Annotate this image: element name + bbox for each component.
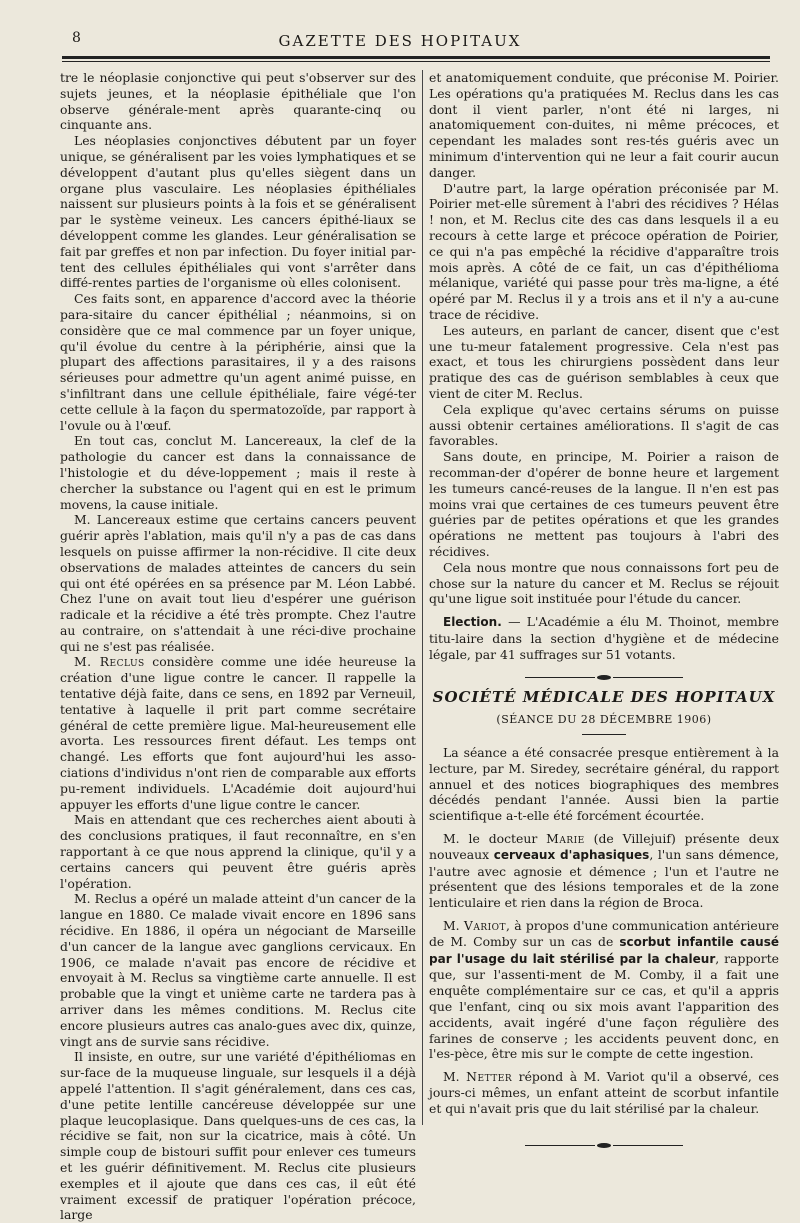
paragraph-text: considère comme une idée heureuse la création d'une ligue contre le cancer. Il rappelle la tentative déjà faite, dans ce sens, en 1892 par Verneuil, tentative à laquelle il prit part comme secrétaire général de cette première ligue. Mal-heureusement elle avorta. Les ressources firent défaut. Les temps ont changé. Les efforts que font aujourd'hui les asso-ciations d'individus n'ont rien de comparable aux efforts pu-rement individuels. L'Académie doit aujourd'hui appuyer les efforts d'une ligue contre le cancer. xyxy=(60,654,416,812)
speaker-name: Netter xyxy=(466,1069,513,1085)
paragraph-text: M. le docteur xyxy=(443,831,547,847)
paragraph: D'autre part, la large opération préconisée par M. Poirier met-elle sûrement à l'abri des récidives ? Hélas ! non, et M. Reclus cite des cas dans lesquels il a eu recours à cette large et précoce opération de Poirier, ce qui n'a pas empêché la récidive d'apparaître trois mois après. A côté de ce fait, un cas d'épithélioma mélanique, variété qui passe pour très ma-ligne, a été opéré par M. Reclus il y a trois ans et il n'y a au-cune trace de récidive. xyxy=(429,180,779,322)
paragraph-text: , l'un sans démence, l'autre avec agnosie et démence ; l'un et l'autre ne présentent que des lésions temporales et de la zone lenticulaire et rien dans la région de Broca. xyxy=(429,846,779,911)
speaker-name: Variot xyxy=(463,918,507,934)
paragraph: Ces faits sont, en apparence d'accord avec la théorie para-sitaire du cancer épithélial ; néanmoins, si on considère que ce mal commence par un foyer unique, qu'il évolue du centre à la périphérie, ainsi que la plupart des affections parasitaires, il y a des raisons sérieuses pour admettre qu'un agent animé puisse, en s'infiltrant dans une cellule épithéliale, faire végé-ter cette cellule à la façon du spermatozoïde, par rapport à l'ovule ou à l'œuf. xyxy=(60,291,416,433)
section-subtitle: (SÉANCE DU 28 DÉCEMBRE 1906) xyxy=(496,713,712,727)
paragraph: La séance a été consacrée presque entièrement à la lecture, par M. Siredey, secrétaire général, du rapport annuel et des notices biographiques des membres décédés pendant l'année. Aussi bien la partie scientifique a-t-elle été forcément écourtée. xyxy=(429,745,779,824)
paragraph-text: M. xyxy=(443,1069,467,1085)
paragraph: Cela nous montre que nous connaissons fort peu de chose sur la nature du cancer et M. Reclus se réjouit qu'une ligue soit instituée pour l'étude du cancer. xyxy=(429,559,779,607)
paragraph: En tout cas, conclut M. Lancereaux, la clef de la pathologie du cancer est dans la connaissance de l'histologie et du déve-loppement ; mais il reste à chercher la substance ou l'agent qui en est le primum movens, la cause initiale. xyxy=(60,433,416,512)
paragraph xyxy=(429,918,779,1062)
bold-topic: scorbut infantile causé par l'usage du lait stérilisé par la chaleur xyxy=(429,934,779,966)
paragraph-text: — L'Académie a élu M. Thoinot, membre titu-laire dans la section d'hygiène et de médecine légale, par 41 suffrages sur 51 votants. xyxy=(429,614,779,662)
running-title: GAZETTE DES HOPITAUX xyxy=(278,32,522,50)
paragraph-text: (de Villejuif) présente deux nouveaux xyxy=(429,831,779,862)
ornament-divider xyxy=(429,1143,779,1149)
right-column xyxy=(429,70,779,1159)
paragraph: Les néoplasies conjonctives débutent par un foyer unique, se généralisent par les voies lymphatiques et se développent d'autant plus qu'elles siègent dans un organe plus vasculaire. Les néoplasies épithéliales naissent sur plusieurs points à la fois et se généralisent par le système veineux. Les cancers épithé-liaux se développent comme les glandes. Leur généralisation se fait par greffes et non par infection. Du foyer initial par-tent des cellules épithéliales qui vont s'arrêter dans diffé-rentes parties de l'organisme où elles colonisent. xyxy=(60,133,416,291)
paragraph-text: , rapporte que, sur l'assenti-ment de M. Comby, il a fait une enquête complémentaire sur ce cas, et qu'il a appris que l'enfant, cinq ou six mois avant l'apparition des accidents, avait ingéré d'une façon régulière des farines de conserve ; les accidents peuvent donc, en l'es-pèce, être mis sur le compte de cette ingestion. xyxy=(429,950,780,1062)
paragraph xyxy=(429,831,779,911)
paragraph: M. Reclus a opéré un malade atteint d'un cancer de la langue en 1880. Ce malade vivait encore en 1896 sans récidive. En 1886, il opéra un négociant de Marseille d'un cancer de la langue avec ganglions cervicaux. En 1906, ce malade n'avait pas encore de récidive et envoyait à M. Reclus sa vingtième carte annuelle. Il est probable que la vingt et unième carte ne tardera pas à arriver dans les mêmes conditions. M. Reclus cite encore plusieurs autres cas analo-gues avec dix, quinze, vingt ans de survie sans récidive. xyxy=(60,891,416,1049)
page-number: 8 xyxy=(72,30,81,46)
paragraph-text: , à propos d'une communication antérieure de M. Comby sur un cas de xyxy=(429,918,779,949)
paragraph: Cela explique qu'avec certains sérums on puisse aussi obtenir certaines améliorations. Il s'agit de cas favorables. xyxy=(429,401,779,449)
ornament-divider xyxy=(429,674,779,680)
section-rule xyxy=(582,734,626,735)
paragraph: et anatomiquement conduite, que préconise M. Poirier. Les opérations qu'a pratiquées M. Reclus dans les cas dont il vient parler, n'ont été ni larges, ni anatomiquement con-duites, ni même précoces, et cependant les malades sont res-tés guéris avec un minimum d'intervention qui ne leur a fait courir aucun danger. xyxy=(429,70,779,180)
paragraph: Sans doute, en principe, M. Poirier a raison de recomman-der d'opérer de bonne heure et largement les tumeurs cancé-reuses de la langue. Il n'en est pas moins vrai que certaines de ces tumeurs peuvent être guéries par de petites opérations et que les grandes opérations ne mettent pas toujours à l'abri des récidives. xyxy=(429,449,779,559)
section-title: SOCIÉTÉ MÉDICALE DES HOPITAUX xyxy=(432,688,776,707)
paragraph-text: répond à M. Variot qu'il a observé, ces jours-ci mêmes, un enfant atteint de scorbut infantile et qui n'avait pris que du lait stérilisé par la chaleur. xyxy=(429,1069,779,1116)
speaker-name: M. Reclus xyxy=(74,654,145,670)
paragraph: M. Lancereaux estime que certains cancers peuvent guérir après l'ablation, mais qu'il n'y a pas de cas dans lesquels on puisse affirmer la non-récidive. Il cite deux observations de malades atteintes de cancers du sein qui ont été opérées en sa présence par M. Léon Labbé. Chez l'une on avait tout lieu d'espérer une guérison radicale et la récidive a été très prompte. Chez l'autre au contraire, on s'attendait à une réci-dive prochaine qui ne s'est pas réalisée. xyxy=(60,512,416,654)
paragraph-text: M. xyxy=(443,918,464,934)
column-divider xyxy=(422,70,423,1125)
paragraph: tre le néoplasie conjonctive qui peut s'observer sur des sujets jeunes, et la néoplasie épithéliale que l'on observe générale-ment après quarante-cinq ou cinquante ans. xyxy=(60,70,416,133)
paragraph: Il insiste, en outre, sur une variété d'épithéliomas en sur-face de la muqueuse linguale, sur lesquels il a déjà appelé l'attention. Il s'agit généralement, dans ces cas, d'une petite lentille cancéreuse développée sur une plaque leucoplasique. Dans quelques-uns de ces cas, la récidive se fait, non sur la cicatrice, mais à côté. Un simple coup de bistouri suffit pour enlever ces tumeurs et les guérir définitivement. M. Reclus cite plusieurs exemples et il ajoute que dans ces cas, il eût été vraiment excessif de pratiquer l'opération précoce, large xyxy=(60,1049,416,1223)
election-paragraph xyxy=(429,614,779,662)
header-rule xyxy=(62,56,770,62)
paragraph: Les auteurs, en parlant de cancer, disent que c'est une tu-meur fatalement progressive. Cela n'est pas exact, et tous les chirurgiens possèdent dans leur pratique des cas de guérison semblables à ceux que vient de citer M. Reclus. xyxy=(429,322,779,401)
paragraph xyxy=(429,1069,779,1116)
paragraph: Mais en attendant que ces recherches aient abouti à des conclusions pratiques, il faut reconnaître, en s'en rapportant à ce que nous apprend la clinique, qu'il y a certains cancers qui peuvent être guéris après l'opération. xyxy=(60,812,416,891)
bold-topic: cerveaux d'aphasiques xyxy=(493,847,650,862)
speaker-name: Marie xyxy=(546,831,585,847)
paragraph xyxy=(60,654,416,812)
election-label: Election. xyxy=(443,615,502,630)
left-column xyxy=(60,70,416,1223)
